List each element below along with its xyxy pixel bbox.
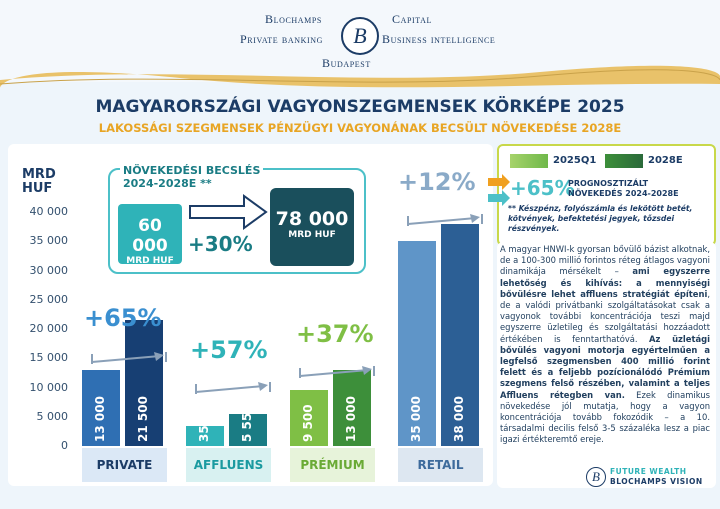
category-label-affluens: AFFLUENS: [186, 448, 271, 482]
category-label-private: PRIVATE: [82, 448, 167, 482]
growth-to-unit: MRD HUF: [288, 230, 336, 240]
y-tick-label: 10 000: [29, 380, 68, 394]
footer-logo-line1: FUTURE WEALTH: [610, 467, 687, 476]
bar-value-label: 13 000: [344, 396, 358, 442]
growth-pct: +30%: [188, 232, 253, 256]
bar-value-label: 13 000: [93, 396, 107, 442]
bar-value-label: 3500: [197, 408, 211, 442]
footer-logo-icon: B: [586, 467, 606, 487]
description-p1-cont: , de a valódi privátbanki szolgáltatásokat csak a vagyonok további koncentrációja teszi majd egyszerre üzletileg és szolgáltatási hozzáadott értékében is fenntarthatóvá.: [500, 288, 710, 344]
legend-swatch-2025q1: [510, 154, 548, 168]
growth-estimate-box: [108, 164, 366, 274]
growth-arrow-icon: [90, 352, 170, 366]
y-tick-label: 20 000: [29, 322, 68, 335]
bar-value-label: 21 500: [136, 396, 150, 442]
brand-right-1: Capital: [392, 12, 433, 26]
growth-to-box: [270, 188, 354, 266]
legend-forecast-2: NÖVEKEDÉS 2024-2028E: [568, 189, 679, 198]
growth-from-unit: MRD HUF: [126, 256, 174, 266]
header: [0, 0, 720, 82]
legend-footnote: ** Készpénz, folyószámla és lekötött betét, kötvények, befektetési jegyek, tőzsdei részvények.: [508, 204, 693, 233]
header-wave-ribbon: [0, 62, 720, 92]
footer-logo: [580, 466, 714, 488]
growth-label-retail: +12%: [398, 168, 476, 196]
growth-arrow-icon: [406, 214, 486, 228]
description-p1: A magyar HNWI-k gyorsan bővülő bázist alkotnak, de a 100-300 millió forintos réteg átlagos vagyoni dinamikája mérsékelt –: [500, 244, 711, 277]
subtitle: LAKOSSÁGI SZEGMENSEK PÉNZÜGYI VAGYONÁNAK BECSÜLT NÖVEKEDÉSE 2028E: [98, 121, 622, 135]
description-p2-bold: Az üzletági bővülés vagyoni motorja egyértelműen a legfelső szegmensben 400 millió forint felett és a feljebb pozícionálódó Prémium szegmens felső részében, valamint a teljes Affluens rétegben van.: [500, 333, 710, 400]
y-tick-label: 40 000: [29, 205, 68, 218]
growth-label-affluens: +57%: [190, 336, 268, 364]
growth-arrow-icon: [194, 382, 274, 396]
legend-forecast-1: PROGNOSZTIZÁLT: [568, 179, 649, 188]
growth-from-value: 60 000: [132, 216, 168, 256]
growth-box-title-1: NÖVEKEDÉSI BECSLÉS: [123, 164, 261, 177]
legend-swatch-2028e: [605, 154, 643, 168]
growth-from-box: [118, 204, 182, 264]
main-title: MAGYARORSZÁGI VAGYONSZEGMENSEK KÖRKÉPE 2025: [95, 97, 625, 117]
description-p1-bold: ami egyszerre lehetőség és kihívás: a mennyiségi bővülésre lehet affluens stratégiát építeni: [500, 266, 711, 299]
description-p2-cont: Ezek dinamikus növekedése jól mutatja, hogy a vagyon koncentrációja tovább fokozódik – a 10. társadalmi decilis felső 3-5 százaléka lesz a piac igazi értékteremtő ereje.: [500, 389, 710, 445]
y-tick-label: 25 000: [29, 292, 68, 306]
y-tick-label: 30 000: [29, 263, 68, 277]
bar-value-label: 38 000: [452, 396, 466, 442]
blochamps-logo: B: [341, 17, 379, 55]
growth-to-value: 78 000: [275, 208, 349, 230]
y-axis-label: [22, 168, 56, 196]
legend-forecast: [568, 179, 679, 199]
y-tick-label: 0: [61, 439, 68, 452]
growth-arrow-icon: [186, 192, 270, 232]
legend-arrows-icon: [486, 172, 512, 208]
brand-right-2: Business intelligence: [382, 32, 496, 46]
y-tick-label: 15 000: [29, 351, 68, 365]
growth-arrow-icon: [298, 366, 378, 380]
y-axis-label-1: MRD: [22, 167, 56, 182]
growth-label-private: +65%: [84, 304, 162, 332]
growth-box-title-2: 2024-2028E **: [123, 177, 212, 190]
brand-left-2: Private banking: [240, 32, 323, 46]
growth-box-title: [120, 164, 263, 190]
legend-pct: +65%: [510, 176, 575, 200]
category-label-prémium: PRÉMIUM: [290, 448, 375, 482]
description-text: [500, 244, 710, 446]
brand-city: Budapest: [322, 56, 371, 70]
brand-left-1: Blochamps: [265, 12, 322, 26]
bar-value-label: 9 500: [301, 404, 315, 442]
y-tick-label: 5 000: [36, 409, 68, 423]
category-label-retail: RETAIL: [398, 448, 483, 482]
legend-label-2025q1: 2025Q1: [553, 155, 597, 166]
y-tick-label: 35 000: [29, 234, 68, 248]
bar-value-label: 35 000: [409, 396, 423, 442]
footer-logo-line2: BLOCHAMPS VISION: [610, 477, 703, 486]
bar-value-label: 5 550: [240, 404, 254, 442]
y-axis-label-2: HUF: [22, 181, 53, 196]
growth-label-prémium: +37%: [296, 320, 374, 348]
legend-label-2028e: 2028E: [648, 155, 683, 166]
